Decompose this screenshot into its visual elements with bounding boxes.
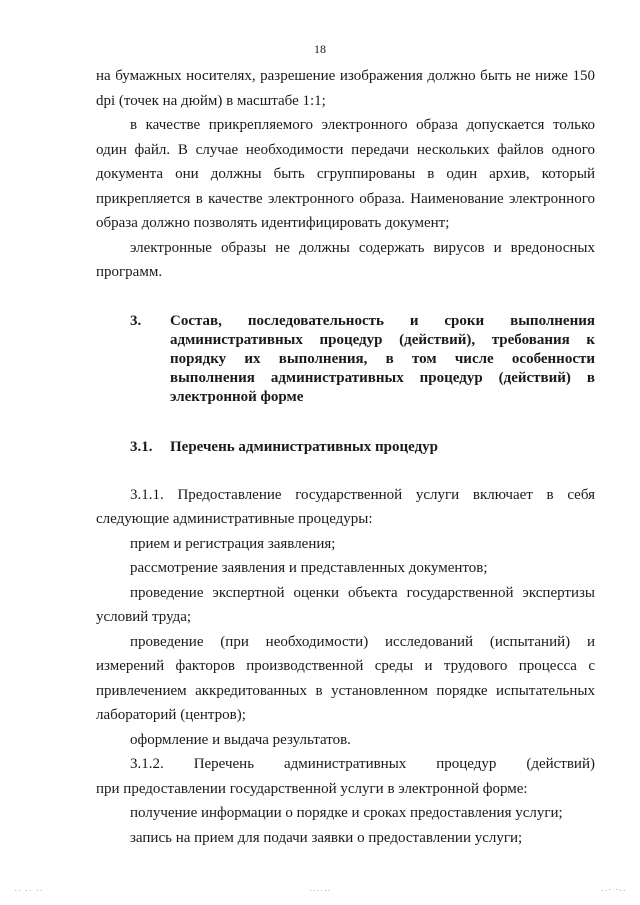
paragraph: при предоставлении государственной услуги в электронной форме: [96, 780, 528, 797]
list-intro-line [96, 752, 595, 777]
list-item: получение информации о порядке и сроках предоставления услуги; [130, 805, 563, 821]
section-number: 3. [130, 312, 142, 329]
word: процедур [436, 756, 497, 772]
scan-artifact: .. .. .. [14, 886, 43, 893]
list-item: проведение (при необходимости) исследований (испытаний) и измерений факторов производственной среды и трудового процесса с привлечением аккредитованных в установленном порядке испытательных лабораторий (центров); [96, 633, 595, 723]
scan-artifact: ..- -.. [600, 886, 626, 893]
clause-number: 3.1.2. [130, 756, 164, 772]
list-item: прием и регистрация заявления; [130, 535, 336, 552]
section-title: Перечень административных процедур [170, 438, 439, 455]
paragraph: электронные образы не должны содержать вирусов и вредоносных программ. [96, 239, 595, 280]
list-item: рассмотрение заявления и представленных документов; [130, 560, 488, 576]
word: Перечень [193, 756, 255, 772]
scan-artifact: ...... [309, 886, 331, 893]
list-item: запись на прием для подачи заявки о предоставлении услуги; [130, 829, 523, 846]
page-number: 18 [314, 42, 326, 56]
paragraph: 3.1.1. Предоставление государственной услуги включает в себя следующие административные процедуры: [96, 486, 595, 527]
list-item: оформление и выдача результатов. [130, 731, 351, 748]
section-number: 3.1. [130, 438, 153, 455]
section-heading-3 [96, 312, 595, 407]
list-item: проведение экспертной оценки объекта государственной экспертизы условий труда; [96, 584, 595, 625]
section-title: Состав, последовательность и сроки выполнения административных процедур (действий), требования к порядку их выполнения, в том числе особенности выполнения административных процедур (действий) в электронной форме [170, 312, 595, 405]
document-body [96, 64, 595, 850]
word: (действий) [526, 756, 595, 772]
word: административных [283, 756, 407, 772]
section-heading-3-1 [96, 438, 595, 457]
paragraph: в качестве прикрепляемого электронного образа допускается только один файл. В случае необходимости передачи нескольких файлов одного документа они должны быть сгруппированы в один архив, который прикрепляется в качестве электронного образа. Наименование электронного образа должно позволять идентифицировать документ; [96, 117, 595, 231]
paragraph: на бумажных носителях, разрешение изображения должно быть не ниже 150 dpi (точек на дюйм) в масштабе 1:1; [96, 68, 595, 109]
